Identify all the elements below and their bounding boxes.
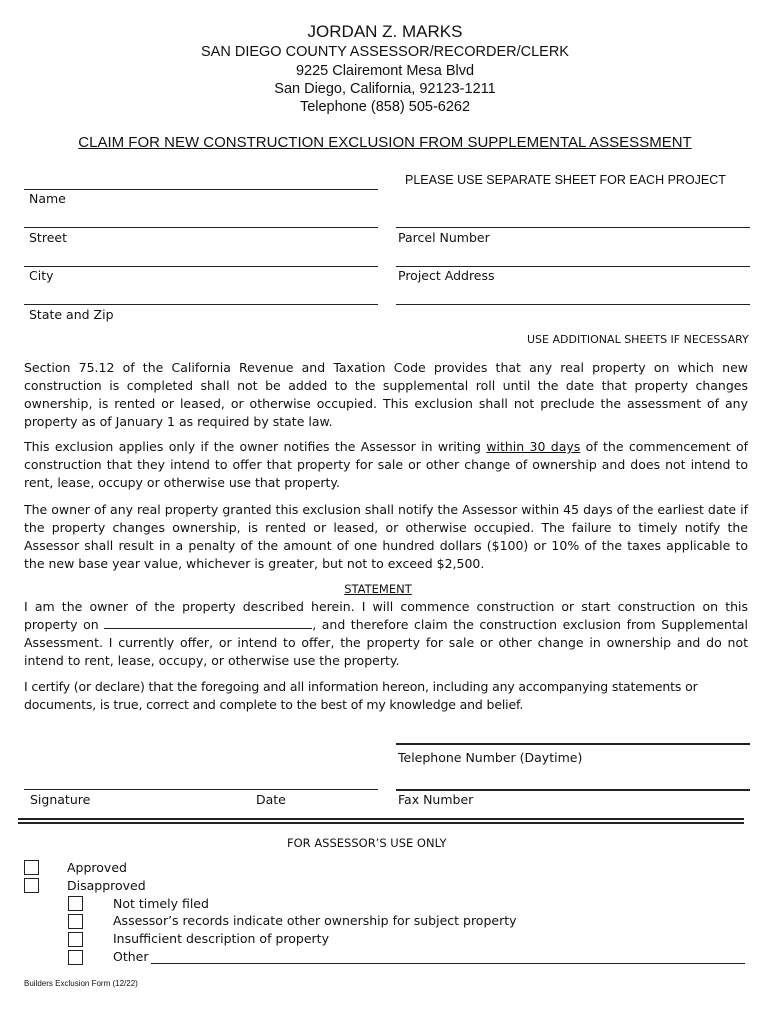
insufficient-description-label: Insufficient description of property [113, 931, 329, 946]
disapproved-checkbox[interactable] [24, 878, 39, 893]
disapproved-label: Disapproved [67, 878, 146, 893]
fax-label: Fax Number [398, 792, 474, 807]
separator-bottom [18, 822, 744, 824]
form-title: CLAIM FOR NEW CONSTRUCTION EXCLUSION FROM SUPPLEMENTAL ASSESSMENT [78, 134, 692, 151]
telephone-label: Telephone Number (Daytime) [398, 750, 583, 765]
city-line[interactable] [24, 266, 378, 267]
parcel-number-line[interactable] [396, 227, 750, 228]
signature-line[interactable] [24, 789, 378, 790]
approved-checkbox[interactable] [24, 860, 39, 875]
street-line[interactable] [24, 227, 378, 228]
other-ownership-checkbox[interactable] [68, 914, 83, 929]
statement-text-after: , and therefore claim the construction exclusion from Supplemental Assessment. I currently offer, or intend to offer, the property for sale or other change in ownership and do not intend to rent, lease, occupy, or otherwise use the property. [24, 617, 748, 668]
form-footer: Builders Exclusion Form (12/22) [24, 979, 138, 988]
other-ownership-label: Assessor’s records indicate other ownership for subject property [113, 913, 517, 928]
state-zip-line[interactable] [24, 304, 378, 305]
parcel-number-label: Parcel Number [398, 230, 490, 245]
project-address-label: Project Address [398, 268, 495, 283]
project-address-line[interactable] [396, 266, 750, 267]
separator-top [18, 818, 744, 820]
office-street: 9225 Clairemont Mesa Blvd [295, 63, 475, 79]
office-name: SAN DIEGO COUNTY ASSESSOR/RECORDER/CLERK [201, 44, 569, 60]
date-label: Date [256, 792, 286, 807]
statement-heading: STATEMENT [344, 582, 412, 596]
other-checkbox[interactable] [68, 950, 83, 965]
other-label: Other [113, 949, 149, 964]
telephone-line[interactable] [396, 743, 750, 745]
fax-line[interactable] [396, 789, 750, 791]
approved-label: Approved [67, 860, 127, 875]
not-timely-label: Not timely filed [113, 896, 209, 911]
project-address-line-2[interactable] [396, 304, 750, 305]
state-zip-label: State and Zip [29, 307, 114, 322]
statement-text-before: I am the owner of the property described herein. I will commence construction or start construction on this property on [24, 599, 748, 632]
not-timely-checkbox[interactable] [68, 896, 83, 911]
insufficient-description-checkbox[interactable] [68, 932, 83, 947]
name-label: Name [29, 191, 66, 206]
construction-date-field[interactable] [104, 617, 312, 629]
section-75-12-paragraph: Section 75.12 of the California Revenue and Taxation Code provides that any real property on which new construction is completed shall not be added to the supplemental roll until the date that property changes ownership, is rented or leased, or otherwise occupied. This exclusion shall not preclude the assessment of any property as of January 1 as required by state law. [24, 360, 748, 429]
street-label: Street [29, 230, 67, 245]
p2-text-before: This exclusion applies only if the owner notifies the Assessor in writing [24, 439, 487, 454]
statement-paragraph [24, 598, 748, 670]
exclusion-condition-paragraph [24, 438, 748, 492]
p2-text-after: of the commencement of construction that they intend to offer that property for sale or other change of ownership and does not intend to rent, lease, occupy or otherwise use that property. [24, 439, 748, 490]
signature-label: Signature [30, 792, 91, 807]
within-30-days: within 30 days [486, 439, 581, 454]
assessor-name: JORDAN Z. MARKS [307, 22, 463, 41]
city-label: City [29, 268, 54, 283]
name-line[interactable] [24, 189, 378, 190]
assessor-use-heading: FOR ASSESSOR’S USE ONLY [287, 836, 447, 850]
certification-paragraph: I certify (or declare) that the foregoing and all information hereon, including any accompanying statements or documents, is true, correct and complete to the best of my knowledge and belief. [24, 679, 698, 712]
separate-sheet-note: PLEASE USE SEPARATE SHEET FOR EACH PROJECT [405, 173, 726, 187]
office-phone: Telephone (858) 505-6262 [299, 99, 471, 115]
additional-sheets-note: USE ADDITIONAL SHEETS IF NECESSARY [527, 333, 749, 346]
penalty-paragraph: The owner of any real property granted this exclusion shall notify the Assessor within 45 days of the earliest date if the property changes ownership, is rented or leased, or otherwise occupied. The failure to timely notify the Assessor shall result in a penalty of the amount of one hundred dollars ($100) or 10% of the taxes applicable to the new base year value, whichever is greater, but not to exceed $2,500. [24, 502, 748, 571]
other-reason-line[interactable] [151, 963, 745, 964]
office-city: San Diego, California, 92123-1211 [274, 81, 496, 97]
